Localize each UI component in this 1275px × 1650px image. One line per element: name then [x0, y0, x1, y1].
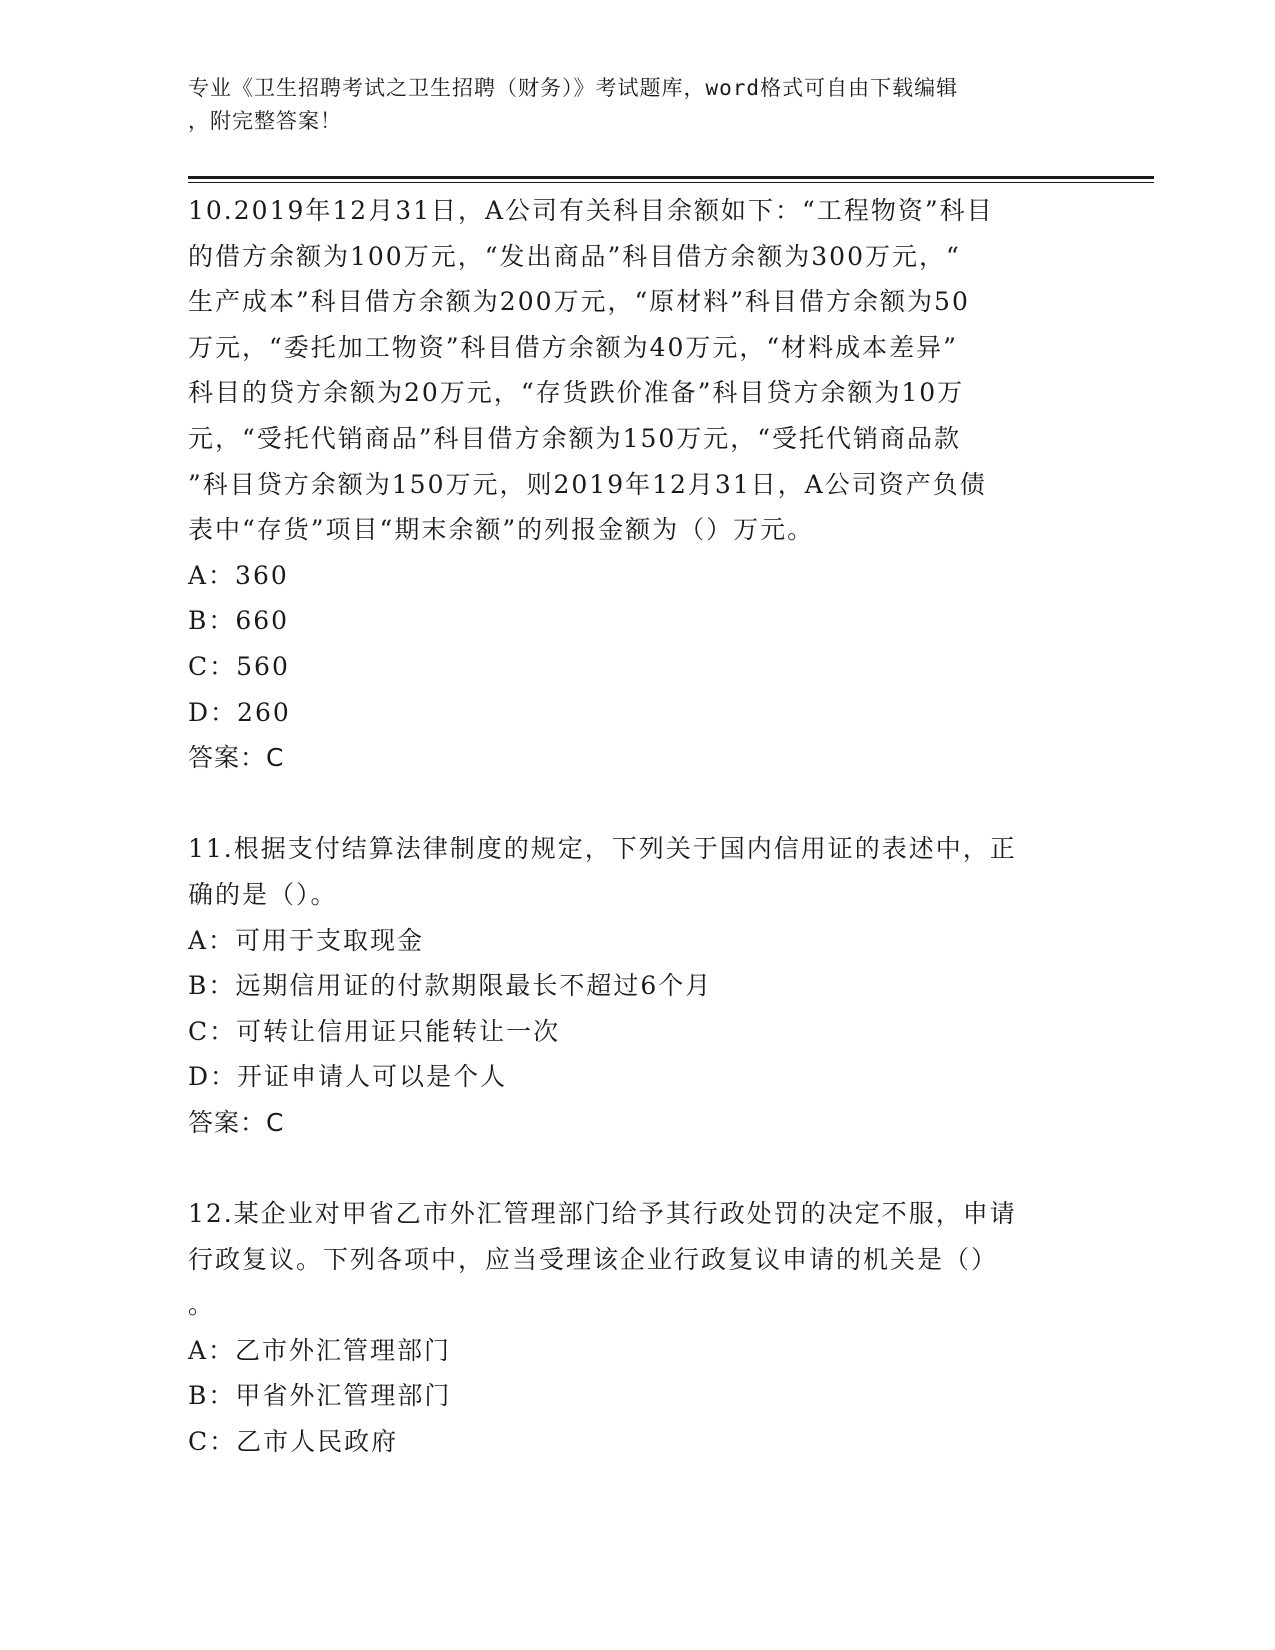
option-b: B：660: [188, 606, 290, 636]
stem-line: 万元，“委托加工物资”科目借方余额为40万元，“材料成本差异”: [188, 332, 958, 362]
stem-line: 的借方余额为100万元，“发出商品”科目借方余额为300万元，“: [188, 241, 961, 271]
stem-line: 表中“存货”项目“期末余额”的列报金额为（）万元。: [188, 515, 815, 545]
question-11: [188, 826, 1078, 1145]
stem-line: 行政复议。下列各项中，应当受理该企业行政复议申请的机关是（）: [188, 1244, 999, 1274]
question-list: [188, 188, 1078, 1465]
option-b: B：甲省外汇管理部门: [188, 1381, 452, 1411]
question-spacer: [188, 1145, 1078, 1191]
stem-line: 科目的贷方余额为20万元，“存货跌价准备”科目贷方余额为10万: [188, 378, 965, 408]
stem-line: 生产成本”科目借方余额为200万元，“原材料”科目借方余额为50: [188, 287, 970, 317]
option-c: C：可转让信用证只能转让一次: [188, 1016, 561, 1046]
document-header: [188, 72, 1068, 138]
stem-line: 12.某企业对甲省乙市外汇管理部门给予其行政处罚的决定不服，申请: [188, 1199, 1017, 1229]
stem-line: 确的是（）。: [188, 879, 338, 909]
question-stem: [188, 826, 1078, 917]
answer-line: 答案：C: [188, 743, 285, 773]
stem-line: 11.根据支付结算法律制度的规定，下列关于国内信用证的表述中，正: [188, 834, 1017, 864]
option-d: D：开证申请人可以是个人: [188, 1062, 508, 1092]
header-line: 专业《卫生招聘考试之卫生招聘（财务）》考试题库，word格式可自由下载编辑: [188, 76, 959, 100]
option-b: B：远期信用证的付款期限最长不超过6个月: [188, 971, 713, 1001]
option-c: C：乙市人民政府: [188, 1427, 399, 1457]
answer-line: 答案：C: [188, 1107, 285, 1137]
header-divider-thin: [188, 182, 1154, 183]
stem-line: ”科目贷方余额为150万元，则2019年12月31日，A公司资产负债: [188, 469, 987, 499]
stem-line: 元，“受托代销商品”科目借方余额为150万元，“受托代销商品款: [188, 423, 962, 453]
question-12: [188, 1191, 1078, 1465]
option-c: C：560: [188, 651, 290, 681]
header-line: ，附完整答案！: [188, 109, 342, 133]
option-a: A：乙市外汇管理部门: [188, 1335, 452, 1365]
question-stem: [188, 188, 1078, 553]
option-a: A：360: [188, 560, 289, 590]
question-spacer: [188, 781, 1078, 827]
question-10: [188, 188, 1078, 781]
stem-line: 10.2019年12月31日，A公司有关科目余额如下：“工程物资”科目: [188, 196, 994, 225]
option-a: A：可用于支取现金: [188, 925, 425, 955]
option-d: D：260: [188, 697, 291, 727]
question-stem: [188, 1191, 1078, 1328]
header-divider-thick: [188, 176, 1154, 179]
stem-line: 。: [188, 1290, 216, 1320]
